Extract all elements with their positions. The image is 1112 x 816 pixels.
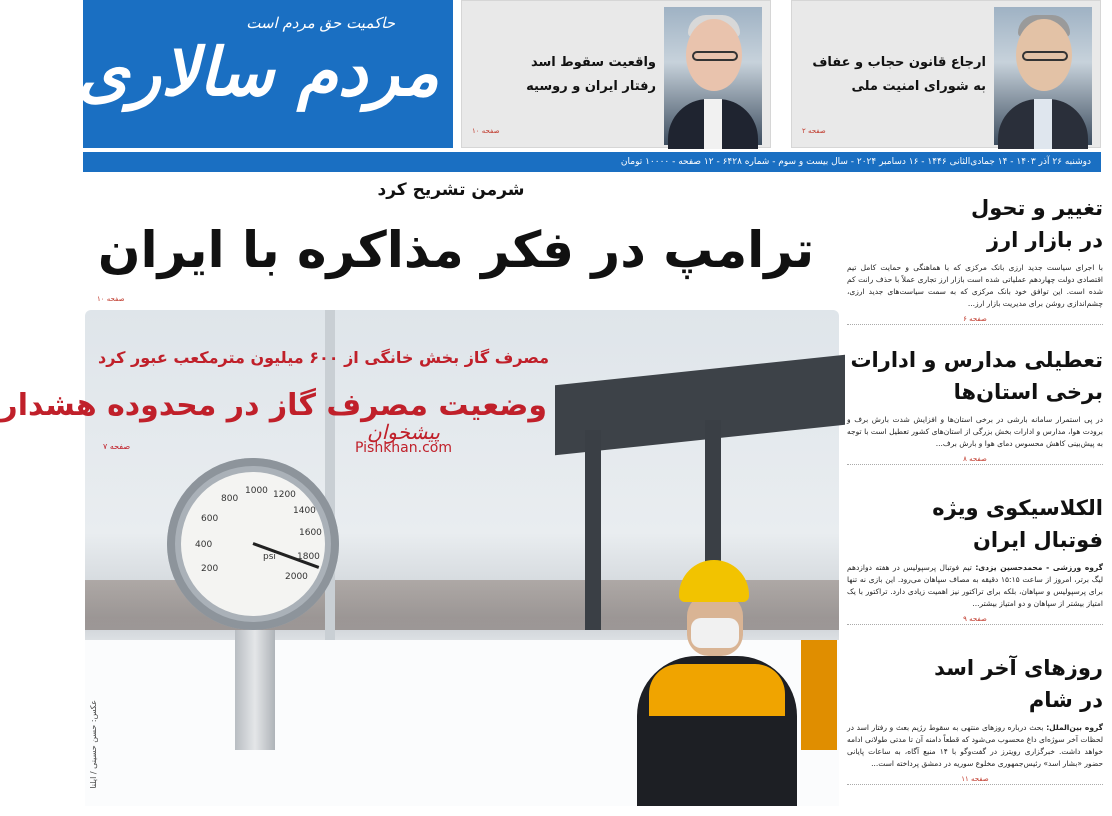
gas-story-photo[interactable]	[0, 310, 839, 806]
story-assad-last-days[interactable]	[847, 652, 1103, 785]
story-body: در پی استمرار سامانه بارشی در برخی استان‌ها و افزایش شدت بارش برف و برودت هوا، مدارس و ادارات بخش بزرگی از استان‌های کشور تعطیل است با توجه به پیش‌بینی کاهش محسوس دمای هوا و بارش برف...	[847, 415, 1103, 448]
teaser-headline-line1: ارجاع قانون حجاب و عفاف	[812, 55, 986, 70]
story-el-clasico[interactable]	[847, 492, 1103, 625]
photo-credit: عکس: حسن حسینی / ایلنا	[89, 700, 98, 789]
gas-story-headline[interactable]: وضعیت مصرف گاز در محدوده هشدار	[0, 388, 547, 423]
story-body: گروه بین‌الملل: بحث درباره روزهای منتهی به سقوط رژیم بعث و رفتار اسد در لحظات آخر سوژه‌ای داغ محسوب می‌شود که قطعاً دامنه آن تا مدتی طولانی ادامه خواهد داشت. خبرگزاری رویترز در گفت‌وگو با ۱۴ منبع آگاه، به ساعات پایانی حضور «بشار اسد» رئیس‌جمهوری مخلوع سوریه در دمشق پرداخته است...	[847, 723, 1104, 768]
story-page-ref: صفحه ۸	[847, 454, 1103, 465]
teaser-photo-analyst	[664, 7, 762, 145]
story-body: گروه ورزشی - محمدحسین یزدی: تیم فوتبال پرسپولیس در هفته دوازدهم لیگ برتر، امروز از ساعت ۱۵:۱۵ دقیقه به مصاف سپاهان می‌رود. این بازی نه تنها برای پرسپولیس و سپاهان، بلکه برای تراکتور نیز اهمیت زیادی دارد. تراکتور با یک امتیاز بیشتر از سپاهان و دو امتیاز بیشتر...	[847, 563, 1103, 608]
story-byline: گروه بین‌الملل:	[1046, 723, 1104, 732]
gauge-pipe	[235, 630, 275, 750]
story-title: الکلاسیکوی ویژه فوتبال ایران	[932, 496, 1103, 552]
gas-story-page-ref: صفحه ۷	[103, 442, 131, 451]
story-page-ref: صفحه ۹	[847, 614, 1103, 625]
teaser-headline-line2: به شورای امنیت ملی	[851, 79, 986, 94]
teaser-assad-fall[interactable]	[461, 0, 771, 148]
story-byline: گروه ورزشی - محمدحسین یزدی:	[975, 563, 1103, 572]
lead-headline[interactable]: ترامپ در فکر مذاکره با ایران	[97, 221, 815, 279]
story-title: تعطیلی مدارس و ادارات برخی استان‌ها	[850, 348, 1103, 404]
teaser-page-ref: صفحه ۱۰	[472, 127, 500, 135]
yellow-post	[801, 640, 837, 750]
lead-page-ref: صفحه ۱۰	[97, 295, 125, 303]
gas-story-subheadline: مصرف گاز بخش خانگی از ۶۰۰ میلیون مترمکعب عبور کرد	[98, 348, 549, 367]
teaser-headline	[812, 51, 986, 99]
story-title: روزهای آخر اسد در شام	[934, 656, 1103, 712]
newspaper-logo: مردم سالاری	[77, 34, 439, 111]
worker-figure	[633, 560, 823, 806]
story-page-ref: صفحه ۶	[847, 314, 1103, 325]
watermark-fa: پیشخوان	[367, 420, 440, 444]
masthead	[77, 0, 453, 148]
story-currency-market[interactable]	[847, 192, 1103, 325]
date-bar: دوشنبه ۲۶ آذر ۱۴۰۳ - ۱۴ جمادی‌الثانی ۱۴۴۶ - ۱۶ دسامبر ۲۰۲۴ - سال بیست و سوم - شماره ۶۴۲۸ - ۱۲ صفحه - ۱۰۰۰۰ تومان	[83, 152, 1101, 172]
teaser-hijab-law[interactable]	[791, 0, 1101, 148]
watermark-en: Pishkhan.com	[355, 440, 452, 456]
story-school-closures[interactable]	[847, 344, 1103, 465]
teaser-headline	[526, 51, 656, 99]
teaser-page-ref: صفحه ۲	[802, 127, 826, 135]
teaser-photo-spokesman	[994, 7, 1092, 145]
masthead-slogan: حاکمیت حق مردم است	[246, 14, 395, 32]
teaser-headline-line1: واقعیت سقوط اسد	[530, 55, 656, 70]
lead-kicker: شرمن تشریح کرد	[377, 180, 525, 200]
story-title: تغییر و تحول در بازار ارز	[970, 196, 1103, 252]
teaser-headline-line2: رفتار ایران و روسیه	[526, 79, 656, 94]
story-body: با اجرای سیاست جدید ارزی بانک مرکزی که با هماهنگی و حمایت کامل تیم اقتصادی دولت چهاردهم عملیاتی شده است بازار ارز تجاری عملاً با حذف رانت کم‌ شده است. این توافق خود بانک مرکزی که به سمت سیاست‌های جدید ارزی، چشم‌اندازی روشن برای مدیریت بازار ارز...	[847, 263, 1103, 308]
pressure-gauge: 800 1000 1200 1400 600 1600 400 1800 200 2000 psi	[167, 458, 339, 630]
story-page-ref: صفحه ۱۱	[847, 774, 1103, 785]
watermark	[355, 420, 452, 456]
